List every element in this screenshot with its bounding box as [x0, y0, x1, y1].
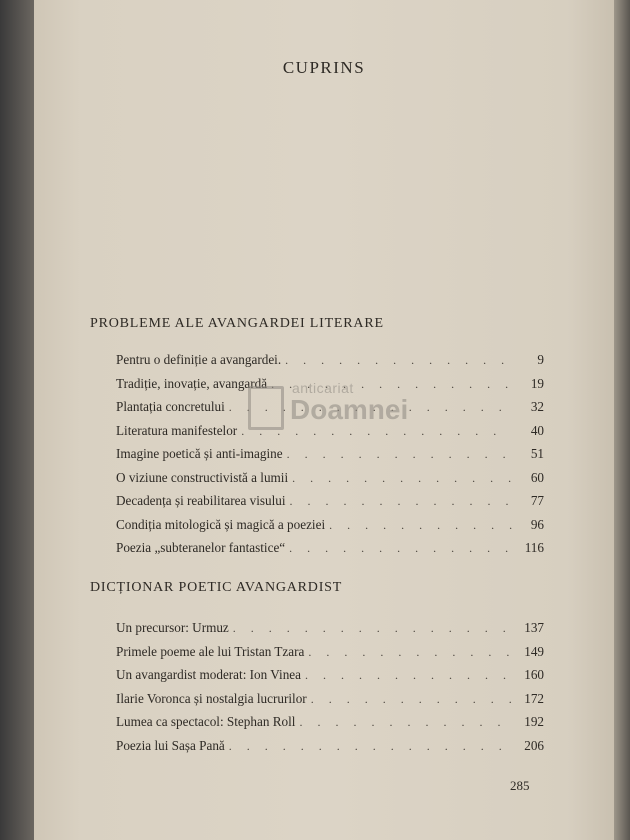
toc-entry-title: Lumea ca spectacol: Stephan Roll [116, 714, 296, 729]
toc-leader-dots [285, 353, 512, 368]
page-edge-shadow [614, 0, 630, 840]
toc-entry-title: Poezia lui Sașa Pană [116, 737, 225, 753]
toc-leader-dots [299, 715, 512, 730]
toc-entry-title: Pentru o definiție a avangardei. [116, 352, 282, 367]
toc-entry [116, 493, 544, 517]
toc-leader-dots [308, 645, 512, 660]
toc-entry [116, 376, 544, 400]
toc-entry-title: Imagine poetică și anti-imagine [116, 446, 283, 461]
toc-leader-dots [229, 739, 512, 754]
toc-entry-page: 96 [530, 516, 544, 532]
toc-entry-title: Decadența și reabilitarea visului [116, 493, 286, 508]
toc-entry [116, 399, 544, 423]
toc-entry-title: Plantația concretului [116, 399, 225, 414]
toc-leader-dots [241, 424, 512, 439]
toc-entry-page: 137 [524, 620, 544, 635]
toc-entry [116, 691, 544, 715]
toc-entry-title: Tradiție, inovație, avangardă [116, 375, 268, 391]
toc-entry-page: 40 [530, 422, 544, 438]
toc-entry [116, 446, 544, 470]
book-gutter-shadow [0, 0, 34, 840]
toc-leader-dots [329, 518, 512, 533]
toc-entry-page: 60 [530, 469, 544, 485]
toc-entry-title: Condiția mitologică și magică a poeziei [116, 516, 326, 532]
toc-entry-page: 51 [530, 446, 544, 461]
toc-entry [116, 738, 544, 762]
toc-entry-page: 192 [524, 714, 544, 729]
toc-leader-dots [271, 377, 512, 392]
toc-entry [116, 714, 544, 738]
toc-entry-page: 9 [537, 352, 544, 367]
toc-leader-dots [289, 541, 512, 556]
toc-entry-title: Ilarie Voronca și nostalgia lucrurilor [116, 690, 307, 706]
toc-leader-dots [305, 668, 512, 683]
toc-entry-title: Un precursor: Urmuz [116, 620, 229, 635]
toc-entry [116, 517, 544, 541]
toc-entry-page: 206 [524, 737, 544, 753]
toc-leader-dots [311, 692, 512, 707]
toc-entry [116, 667, 544, 691]
toc-entry-page: 172 [524, 690, 544, 706]
toc-entry-page: 116 [524, 540, 544, 555]
toc-entry [116, 470, 544, 494]
toc-entry [116, 644, 544, 668]
book-page [34, 0, 614, 840]
toc-leader-dots [229, 400, 512, 415]
toc-entry-page: 32 [530, 399, 544, 414]
toc-entry [116, 540, 544, 564]
toc-list-2 [116, 620, 544, 761]
section-heading-1: PROBLEME ALE AVANGARDEI LITERARE [90, 316, 384, 331]
section-heading-2: DICȚIONAR POETIC AVANGARDIST [90, 580, 343, 595]
toc-entry-page: 19 [530, 375, 544, 391]
watermark-small-text: anticariat [292, 380, 354, 396]
toc-entry-title: Un avangardist moderat: Ion Vinea [116, 667, 301, 682]
toc-leader-dots [287, 447, 512, 462]
page-number: 285 [510, 778, 530, 793]
toc-leader-dots [233, 621, 512, 636]
toc-entry-page: 149 [524, 643, 544, 659]
page-title: CUPRINS [282, 58, 366, 77]
toc-entry-title: Literatura manifestelor [116, 422, 238, 438]
toc-entry [116, 352, 544, 376]
toc-entry-title: Poezia „subteranelor fantastice“ [116, 540, 286, 555]
toc-entry-title: Primele poeme ale lui Tristan Tzara [116, 643, 305, 659]
toc-entry-page: 160 [524, 667, 544, 682]
toc-entry [116, 620, 544, 644]
toc-list-1 [116, 352, 544, 564]
toc-entry-title: O viziune constructivistă a lumii [116, 469, 289, 485]
watermark-big-text: Doamnei [290, 394, 409, 425]
toc-entry [116, 423, 544, 447]
toc-leader-dots [292, 471, 512, 486]
toc-entry-page: 77 [530, 493, 544, 508]
toc-leader-dots [290, 494, 512, 509]
